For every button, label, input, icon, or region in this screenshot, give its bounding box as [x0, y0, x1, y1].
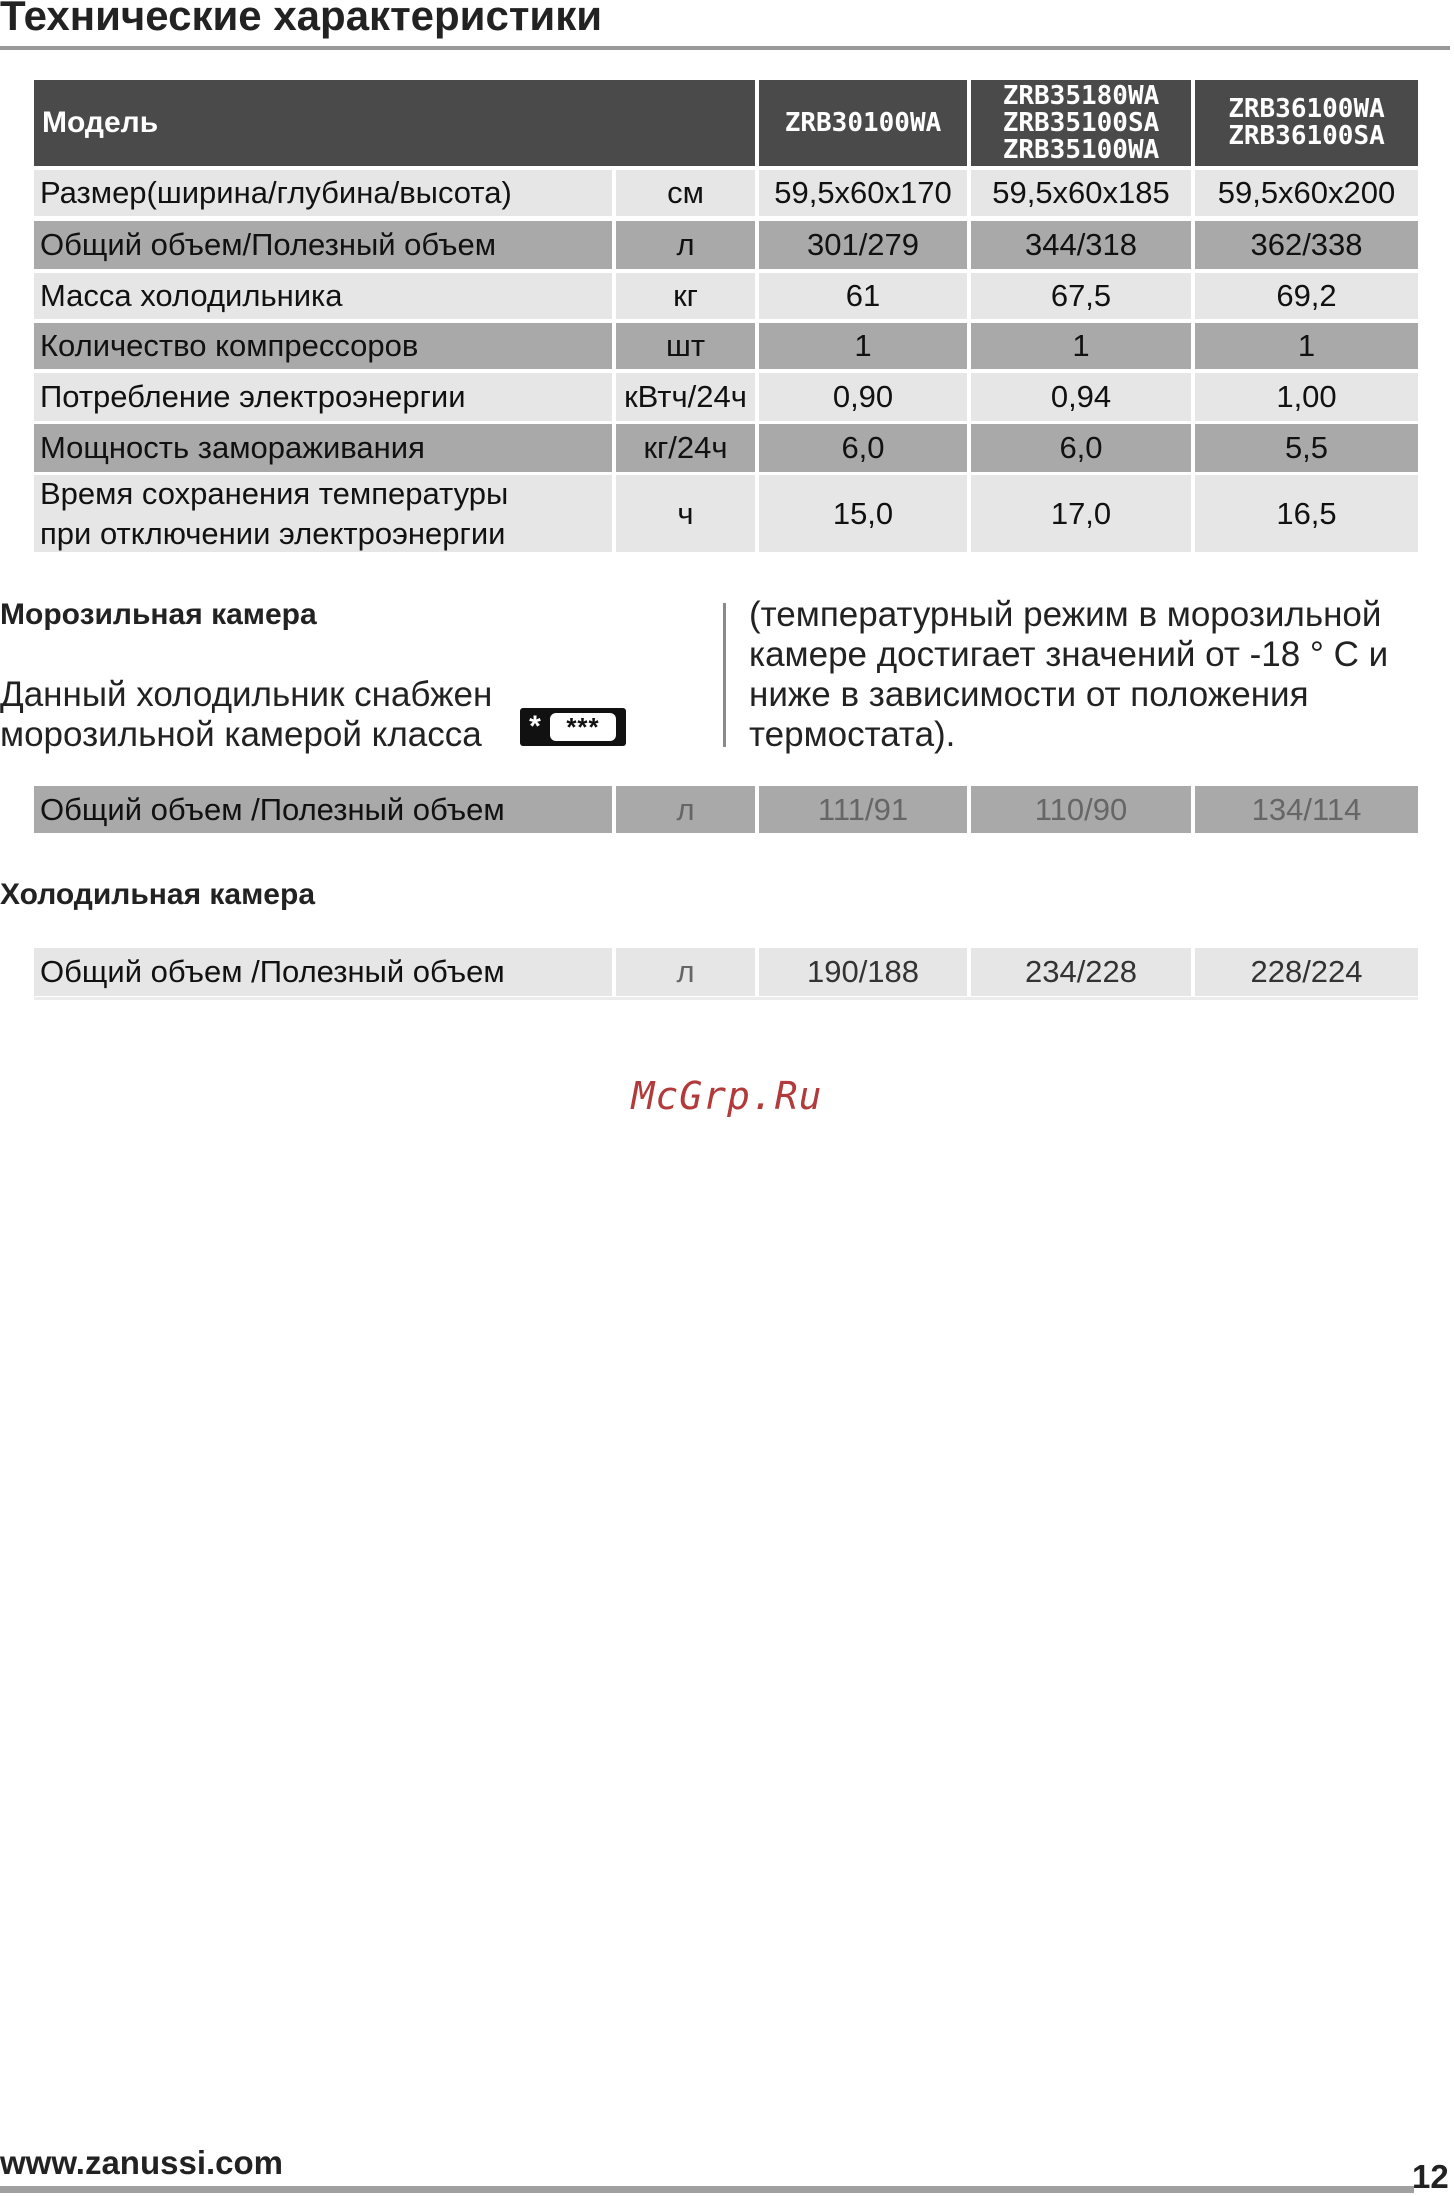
row-value-col-2: 1: [971, 323, 1191, 369]
row-value-col-2: 67,5: [971, 273, 1191, 319]
row-unit: л: [616, 948, 755, 996]
row-value-col-1: 15,0: [759, 475, 967, 552]
row-value-col-3: 59,5x60x200: [1195, 170, 1418, 216]
row-label: Потребление электроэнергии: [34, 373, 612, 421]
row-label: Общий объем /Полезный объем: [34, 786, 612, 833]
row-label: Общий объем /Полезный объем: [34, 948, 612, 996]
watermark: McGrp.Ru: [631, 1074, 823, 1118]
model-header-col-1: ZRB30100WA: [759, 80, 967, 166]
row-value-col-2: 17,0: [971, 475, 1191, 552]
row-value-col-2: 0,94: [971, 373, 1191, 421]
row-unit: шт: [616, 323, 755, 369]
freezer-temperature-note: (температурный режим в морозильной камере достигает значений от -18 ° С и ниже в зависимости от положения термостата).: [749, 595, 1389, 754]
freezer-heading: Морозильная камера: [0, 598, 317, 631]
fridge-heading: Холодильная камера: [0, 878, 315, 911]
row-value-col-3: 5,5: [1195, 424, 1418, 472]
freezer-description: Данный холодильник снабжен морозильной камерой класса: [0, 675, 493, 754]
row-value-col-1: 301/279: [759, 221, 967, 269]
model-header-col-3: ZRB36100WA ZRB36100SA: [1195, 80, 1418, 166]
footer-divider: [0, 2186, 1414, 2193]
model-header-label: Модель: [34, 80, 755, 166]
footer-url[interactable]: www.zanussi.com: [0, 2144, 284, 2181]
page-title: Технические характеристики: [0, 0, 603, 39]
row-value-col-3: 134/114: [1195, 786, 1418, 833]
row-value-col-2: 6,0: [971, 424, 1191, 472]
four-star-freezer-icon: * ***: [520, 708, 626, 746]
row-label: Время сохранения температуры при отключении электроэнергии: [34, 475, 612, 552]
row-unit: л: [616, 221, 755, 269]
row-divider: [34, 997, 1418, 1000]
row-value-col-3: 1: [1195, 323, 1418, 369]
row-value-col-1: 59,5x60x170: [759, 170, 967, 216]
row-value-col-3: 69,2: [1195, 273, 1418, 319]
row-unit: кг/24ч: [616, 424, 755, 472]
row-label: Масса холодильника: [34, 273, 612, 319]
row-unit: ч: [616, 475, 755, 552]
row-value-col-1: 1: [759, 323, 967, 369]
row-value-col-2: 110/90: [971, 786, 1191, 833]
row-value-col-1: 111/91: [759, 786, 967, 833]
row-label: Общий объем/Полезный объем: [34, 221, 612, 269]
row-value-col-1: 61: [759, 273, 967, 319]
column-divider: [723, 603, 726, 747]
row-value-col-1: 0,90: [759, 373, 967, 421]
row-value-col-3: 228/224: [1195, 948, 1418, 996]
row-value-col-2: 234/228: [971, 948, 1191, 996]
row-value-col-2: 344/318: [971, 221, 1191, 269]
page-number: 12: [1412, 2158, 1449, 2195]
row-label: Количество компрессоров: [34, 323, 612, 369]
row-value-col-1: 190/188: [759, 948, 967, 996]
title-divider: [0, 46, 1450, 50]
row-unit: кг: [616, 273, 755, 319]
row-value-col-3: 1,00: [1195, 373, 1418, 421]
row-label: Размер(ширина/глубина/высота): [34, 170, 612, 216]
model-header-col-2: ZRB35180WA ZRB35100SA ZRB35100WA: [971, 80, 1191, 166]
row-value-col-3: 362/338: [1195, 221, 1418, 269]
row-label: Мощность замораживания: [34, 424, 612, 472]
row-unit: см: [616, 170, 755, 216]
row-value-col-2: 59,5x60x185: [971, 170, 1191, 216]
row-unit: л: [616, 786, 755, 833]
row-value-col-3: 16,5: [1195, 475, 1418, 552]
row-value-col-1: 6,0: [759, 424, 967, 472]
row-unit: кВтч/24ч: [616, 373, 755, 421]
